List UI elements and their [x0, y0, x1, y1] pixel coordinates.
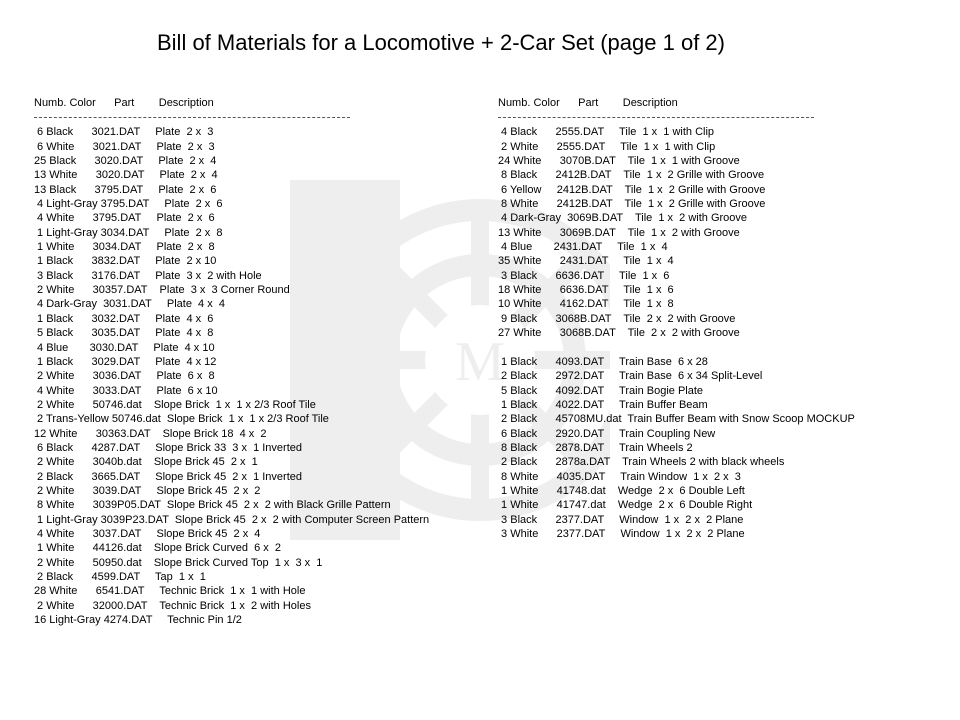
parts-row: 6 Black 2920.DAT Train Coupling New [498, 427, 716, 440]
header-color: Color [533, 97, 560, 109]
parts-row: 2 White 3036.DAT Plate 6 x 8 [34, 370, 215, 383]
right-column [498, 96, 948, 541]
parts-row: 5 Black 4092.DAT Train Bogie Plate [498, 384, 704, 397]
parts-row: 4 Dark-Gray 3031.DAT Plate 4 x 4 [34, 298, 225, 311]
header-divider [498, 117, 814, 119]
parts-row: 35 White 2431.DAT Tile 1 x 4 [498, 255, 674, 268]
header-number: Numb. [34, 97, 67, 109]
parts-row: 8 White 4035.DAT Train Window 1 x 2 x 3 [498, 470, 741, 483]
parts-row: 2 White 3040b.dat Slope Brick 45 2 x 1 [34, 456, 258, 469]
watermark-letter: M [455, 331, 505, 393]
parts-row: 13 White 3069B.DAT Tile 1 x 2 with Groove [498, 226, 740, 239]
parts-row: 2 Black 2972.DAT Train Base 6 x 34 Split-Level [498, 370, 763, 383]
parts-row: 8 White 3039P05.DAT Slope Brick 45 2 x 2 with Black Grille Pattern [34, 499, 391, 512]
page-title: Bill of Materials for a Locomotive + 2-Car Set (page 1 of 2) [157, 30, 725, 55]
parts-row: 4 Blue 3030.DAT Plate 4 x 10 [34, 341, 215, 354]
parts-row: 6 White 3021.DAT Plate 2 x 3 [34, 140, 215, 153]
parts-row: 4 Black 2555.DAT Tile 1 x 1 with Clip [498, 126, 715, 139]
parts-row: 6 Black 4287.DAT Slope Brick 33 3 x 1 Inverted [34, 441, 303, 454]
header-number: Numb. [498, 97, 531, 109]
parts-row: 1 Light-Gray 3039P23.DAT Slope Brick 45 2 x 2 with Computer Screen Pattern [34, 513, 430, 526]
parts-row: 3 Black 3176.DAT Plate 3 x 2 with Hole [34, 269, 262, 282]
parts-row: 4 White 3795.DAT Plate 2 x 6 [34, 212, 215, 225]
spacer [498, 341, 948, 355]
parts-row: 2 White 50950.dat Slope Brick Curved Top 1 x 3 x 1 [34, 556, 323, 569]
parts-row: 24 White 3070B.DAT Tile 1 x 1 with Groove [498, 155, 740, 168]
left-parts-list [34, 125, 484, 627]
parts-row: 1 White 3034.DAT Plate 2 x 8 [34, 241, 215, 254]
parts-row: 1 Black 3029.DAT Plate 4 x 12 [34, 355, 217, 368]
parts-row: 13 Black 3795.DAT Plate 2 x 6 [34, 183, 217, 196]
header-color: Color [69, 97, 96, 109]
parts-row: 2 Black 3665.DAT Slope Brick 45 2 x 1 Inverted [34, 470, 303, 483]
header-description: Description [158, 97, 214, 109]
parts-row: 3 Black 2377.DAT Window 1 x 2 x 2 Plane [498, 513, 744, 526]
parts-row: 2 Black 4599.DAT Tap 1 x 1 [34, 571, 206, 583]
parts-row: 5 Black 3035.DAT Plate 4 x 8 [34, 327, 214, 340]
parts-row: 2 White 2555.DAT Tile 1 x 1 with Clip [498, 140, 716, 153]
parts-row: 28 White 6541.DAT Technic Brick 1 x 1 with Hole [34, 585, 306, 598]
parts-row: 8 Black 2412B.DAT Tile 1 x 2 Grille with Groove [498, 169, 765, 182]
parts-row: 1 White 41748.dat Wedge 2 x 6 Double Left [498, 484, 745, 497]
header-divider [34, 117, 350, 119]
parts-row: 8 White 2412B.DAT Tile 1 x 2 Grille with Groove [498, 198, 766, 211]
parts-row: 2 White 30357.DAT Plate 3 x 3 Corner Round [34, 284, 290, 297]
parts-row: 13 White 3020.DAT Plate 2 x 4 [34, 169, 218, 182]
parts-row: 2 Trans-Yellow 50746.dat Slope Brick 1 x 1 x 2/3 Roof Tile [34, 413, 329, 426]
parts-row: 18 White 6636.DAT Tile 1 x 6 [498, 284, 674, 297]
parts-row: 1 Black 4022.DAT Train Buffer Beam [498, 398, 708, 411]
parts-row: 2 White 50746.dat Slope Brick 1 x 1 x 2/3 Roof Tile [34, 398, 316, 411]
parts-row: 1 Black 3032.DAT Plate 4 x 6 [34, 312, 214, 325]
parts-row: 2 White 3039.DAT Slope Brick 45 2 x 2 [34, 484, 261, 497]
parts-row: 4 White 3037.DAT Slope Brick 45 2 x 4 [34, 527, 261, 540]
right-column-header [498, 96, 948, 110]
parts-row: 12 White 30363.DAT Slope Brick 18 4 x 2 [34, 427, 267, 440]
parts-row: 4 Dark-Gray 3069B.DAT Tile 1 x 2 with Groove [498, 212, 748, 225]
parts-row: 27 White 3068B.DAT Tile 2 x 2 with Groove [498, 327, 740, 340]
parts-row: 1 White 44126.dat Slope Brick Curved 6 x 2 [34, 542, 282, 555]
left-column [34, 96, 484, 627]
left-column-header [34, 96, 484, 110]
parts-row: 1 Light-Gray 3034.DAT Plate 2 x 8 [34, 226, 223, 239]
parts-row: 4 Light-Gray 3795.DAT Plate 2 x 6 [34, 198, 223, 211]
parts-row: 4 White 3033.DAT Plate 6 x 10 [34, 384, 218, 397]
header-part: Part [114, 97, 135, 109]
parts-row: 2 Black 2878a.DAT Train Wheels 2 with black wheels [498, 456, 785, 469]
parts-row: 16 Light-Gray 4274.DAT Technic Pin 1/2 [34, 614, 242, 627]
parts-row: 3 White 2377.DAT Window 1 x 2 x 2 Plane [498, 527, 745, 540]
parts-row: 6 Yellow 2412B.DAT Tile 1 x 2 Grille with Groove [498, 183, 766, 196]
parts-row: 1 White 41747.dat Wedge 2 x 6 Double Right [498, 499, 753, 512]
parts-row: 2 Black 45708MU.dat Train Buffer Beam with Snow Scoop MOCKUP [498, 413, 855, 426]
parts-row: 3 Black 6636.DAT Tile 1 x 6 [498, 269, 670, 282]
parts-row: 9 Black 3068B.DAT Tile 2 x 2 with Groove [498, 312, 736, 325]
parts-row: 10 White 4162.DAT Tile 1 x 8 [498, 298, 674, 311]
parts-row: 2 White 32000.DAT Technic Brick 1 x 2 with Holes [34, 599, 311, 612]
parts-row: 8 Black 2878.DAT Train Wheels 2 [498, 441, 693, 454]
parts-row: 25 Black 3020.DAT Plate 2 x 4 [34, 155, 217, 168]
parts-row: 1 Black 3832.DAT Plate 2 x 10 [34, 255, 217, 268]
parts-row: 1 Black 4093.DAT Train Base 6 x 28 [498, 355, 708, 368]
parts-row: 6 Black 3021.DAT Plate 2 x 3 [34, 126, 214, 139]
header-part: Part [578, 97, 599, 109]
parts-row: 4 Blue 2431.DAT Tile 1 x 4 [498, 241, 668, 254]
right-parts-list [498, 125, 948, 541]
header-description: Description [622, 97, 678, 109]
